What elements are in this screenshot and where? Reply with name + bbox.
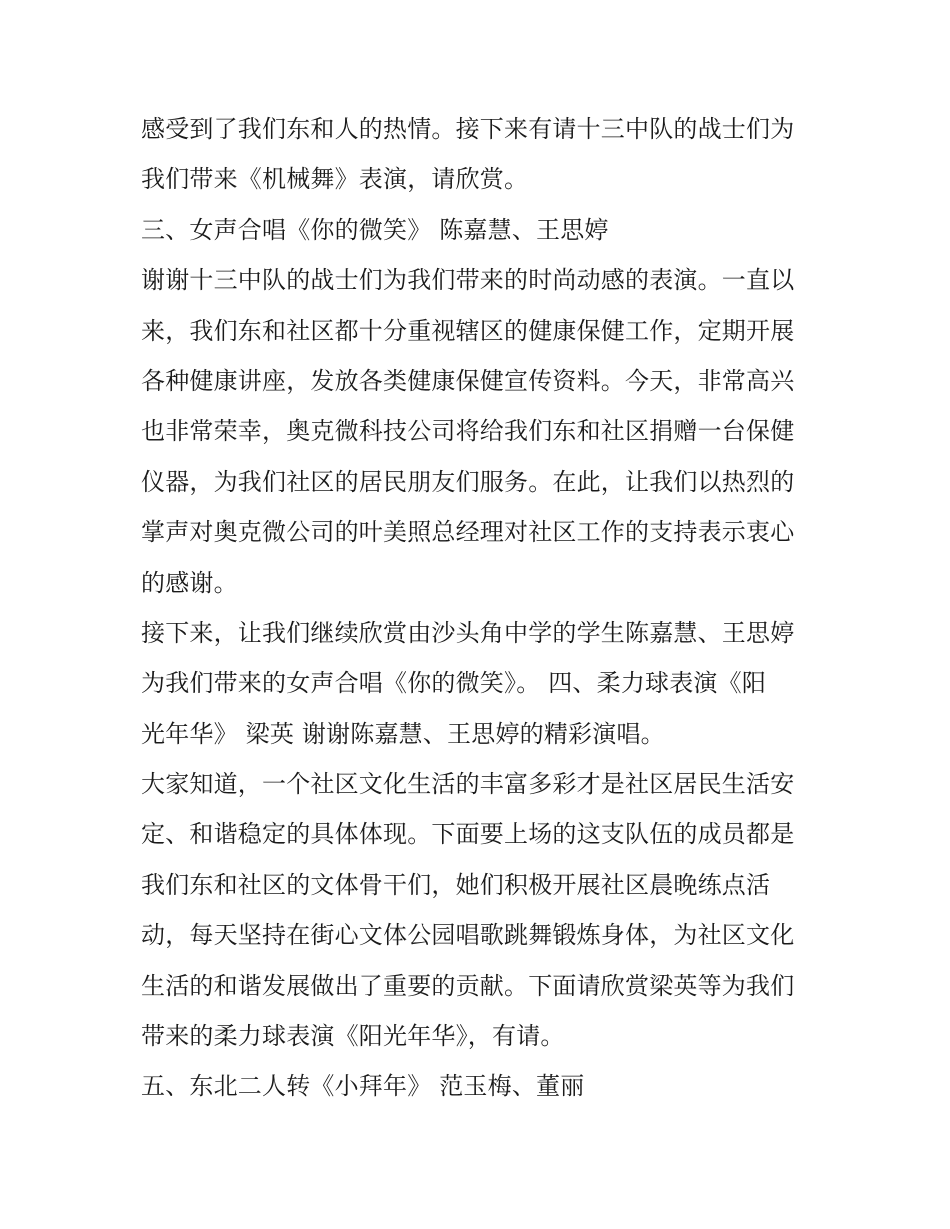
document-body: [141, 104, 821, 1112]
text-line: 带来的柔力球表演《阳光年华》，有请。: [141, 1022, 565, 1051]
text-line: 大家知道，一个社区文化生活的丰富多彩才是社区居民生活安: [141, 770, 795, 799]
text-line: 掌声对奥克微公司的叶美照总经理对社区工作的支持表示衷心: [141, 518, 795, 547]
text-line: 也非常荣幸，奥克微科技公司将给我们东和社区捐赠一台保健: [141, 417, 795, 446]
text-line: 生活的和谐发展做出了重要的贡献。下面请欣赏梁英等为我们: [141, 971, 795, 1000]
section-heading: 五、东北二人转《小拜年》 范玉梅、董丽: [141, 1072, 585, 1101]
text-line: 来，我们东和社区都十分重视辖区的健康保健工作，定期开展: [141, 316, 795, 345]
text-line: 谢谢十三中队的战士们为我们带来的时尚动感的表演。一直以: [141, 266, 795, 295]
text-line: 动，每天坚持在街心文体公园唱歌跳舞锻炼身体，为社区文化: [141, 921, 795, 950]
text-line: 各种健康讲座，发放各类健康保健宣传资料。今天，非常高兴: [141, 366, 795, 395]
text-line: 感受到了我们东和人的热情。接下来有请十三中队的战士们为: [141, 115, 795, 143]
text-line: 我们带来《机械舞》表演，请欣赏。: [141, 165, 529, 194]
text-line: 为我们带来的女声合唱《你的微笑》。 四、柔力球表演《阳: [141, 669, 767, 698]
text-line: 的感谢。: [141, 568, 238, 597]
text-line: 定、和谐稳定的具体体现。下面要上场的这支队伍的成员都是: [141, 820, 795, 849]
text-line: 我们东和社区的文体骨干们，她们积极开展社区晨晚练点活: [141, 870, 771, 899]
section-heading: 三、女声合唱《你的微笑》 陈嘉慧、王思婷: [141, 215, 609, 244]
text-line: 光年华》 梁英 谢谢陈嘉慧、王思婷的精彩演唱。: [141, 719, 665, 748]
text-line: 仪器，为我们社区的居民朋友们服务。在此，让我们以热烈的: [141, 467, 795, 496]
text-line: 接下来，让我们继续欣赏由沙头角中学的学生陈嘉慧、王思婷: [141, 618, 795, 647]
